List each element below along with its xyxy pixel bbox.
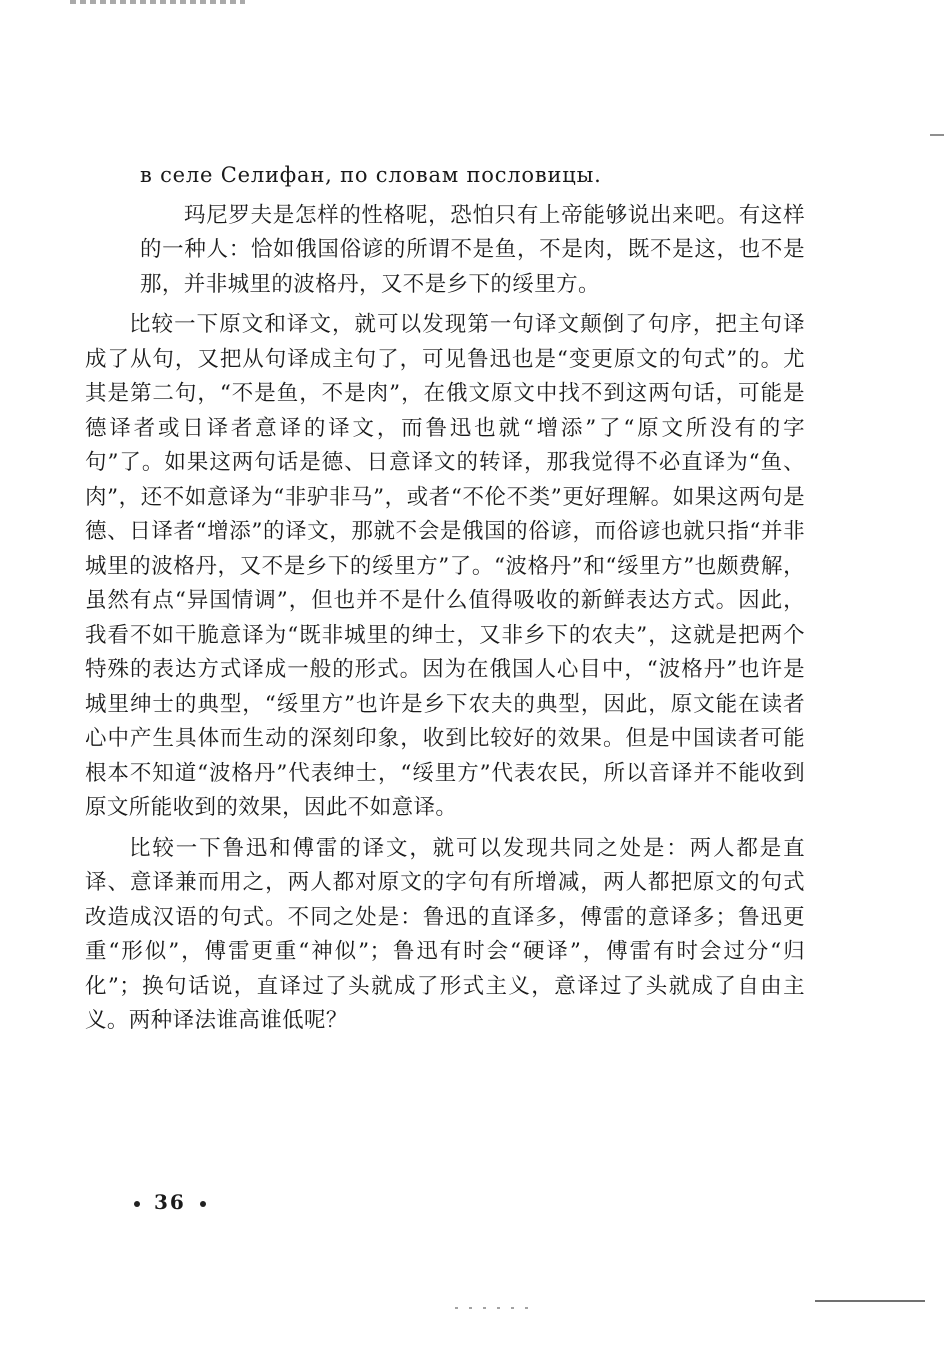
scan-artifact-right	[930, 134, 944, 136]
paragraph-comparison-original: 比较一下原文和译文，就可以发现第一句译文颠倒了句序，把主句译成了从句，又把从句译成主句了，可见鲁迅也是“变更原文的句式”的。尤其是第二句，“不是鱼，不是肉”，在俄文原文中找不到这两句话，可能是德译者或日译者意译的译文，而鲁迅也就“增添”了“原文所没有的字句”了。如果这两句话是德、日意译文的转译，那我觉得不必直译为“鱼、肉”，还不如意译为“非驴非马”，或者“不伦不类”更好理解。如果这两句是德、日译者“增添”的译文，那就不会是俄国的俗谚，而俗谚也就只指“并非城里的波格丹，又不是乡下的绥里方”了。“波格丹”和“绥里方”也颇费解，虽然有点“异国情调”，但也并不是什么值得吸收的新鲜表达方式。因此，我看不如干脆意译为“既非城里的绅士，又非乡下的农夫”，这就是把两个特殊的表达方式译成一般的形式。因为在俄国人心目中，“波格丹”也许是城里绅士的典型，“绥里方”也许是乡下农夫的典型，因此，原文能在读者心中产生具体而生动的深刻印象，收到比较好的效果。但是中国读者可能根本不知道“波格丹”代表绅士，“绥里方”代表农民，所以音译并不能收到原文所能收到的效果，因此不如意译。	[85, 312, 805, 820]
body-text	[85, 158, 805, 1039]
scan-artifact-bottom	[815, 1300, 925, 1302]
chinese-translation-quote: 玛尼罗夫是怎样的性格呢，恐怕只有上帝能够说出来吧。有这样的一种人：恰如俄国俗谚的所谓不是鱼，不是肉，既不是这，也不是那，并非城里的波格丹，又不是乡下的绥里方。	[140, 202, 805, 297]
page-number	[120, 1190, 220, 1214]
page-number-left-dot	[134, 1201, 140, 1207]
scan-artifact-top	[70, 0, 245, 4]
page-number-right-dot	[200, 1201, 206, 1207]
page-number-value: 36	[154, 1190, 186, 1214]
scan-artifact-dots	[455, 1307, 535, 1309]
russian-quote-line: в селе Селифан, по словам пословицы.	[140, 163, 602, 187]
paragraph-comparison-translators: 比较一下鲁迅和傅雷的译文，就可以发现共同之处是：两人都是直译、意译兼而用之，两人都对原文的字句有所增减，两人都把原文的句式改造成汉语的句式。不同之处是：鲁迅的直译多，傅雷的意译多；鲁迅更重“形似”，傅雷更重“神似”；鲁迅有时会“硬译”，傅雷有时会过分“归化”；换句话说，直译过了头就成了形式主义，意译过了头就成了自由主义。两种译法谁高谁低呢？	[85, 835, 805, 1033]
